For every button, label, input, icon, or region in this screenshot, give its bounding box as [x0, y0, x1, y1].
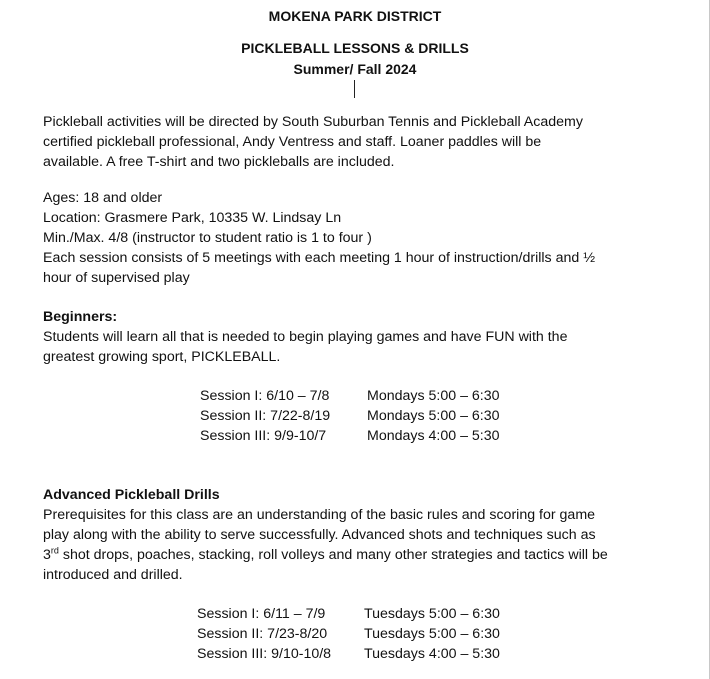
schedule-row	[197, 604, 500, 624]
session-time: Tuesdays 4:00 – 5:30	[364, 646, 500, 662]
session-time: Tuesdays 5:00 – 6:30	[364, 626, 500, 642]
session-time: Mondays 5:00 – 6:30	[367, 388, 500, 404]
advanced-line-rest: shot drops, poaches, stacking, roll volleys and many other strategies and tactics will be	[58, 547, 608, 563]
beginners-heading: Beginners:	[43, 309, 118, 325]
intro-line: certified pickleball professional, Andy Ventress and staff. Loaner paddles will be	[43, 134, 542, 150]
beginners-line: greatest growing sport, PICKLEBALL.	[43, 349, 281, 365]
ordinal-suffix: rd	[50, 545, 59, 556]
season-subtitle: Summer/ Fall 2024	[293, 61, 417, 77]
ages-line: Ages: 18 and older	[43, 190, 163, 206]
intro-paragraph	[43, 112, 683, 172]
intro-line: Pickleball activities will be directed by South Suburban Tennis and Pickleball Academy	[43, 114, 583, 130]
session-dates: Session I: 6/11 – 7/9	[197, 606, 326, 622]
intro-line: available. A free T-shirt and two pickleballs are included.	[43, 154, 395, 170]
advanced-schedule	[197, 604, 500, 664]
beginners-description	[43, 327, 683, 367]
beginners-schedule	[200, 386, 500, 446]
min-max-line: Min./Max. 4/8 (instructor to student ratio is 1 to four )	[43, 230, 372, 246]
advanced-heading: Advanced Pickleball Drills	[43, 487, 220, 503]
schedule-row	[197, 644, 500, 664]
advanced-line: Prerequisites for this class are an understanding of the basic rules and scoring for game	[43, 507, 596, 523]
schedule-row	[200, 426, 500, 446]
schedule-row	[200, 386, 500, 406]
schedule-row	[200, 406, 500, 426]
session-time: Mondays 4:00 – 5:30	[367, 428, 500, 444]
session-info-line: hour of supervised play	[43, 270, 190, 286]
session-dates: Session III: 9/10-10/8	[197, 646, 332, 662]
advanced-line: introduced and drilled.	[43, 567, 183, 583]
district-name: MOKENA PARK DISTRICT	[268, 8, 442, 24]
session-dates: Session II: 7/22-8/19	[200, 408, 331, 424]
ordinal-number: 3	[43, 547, 51, 563]
location-line: Location: Grasmere Park, 10335 W. Lindsay Ln	[43, 210, 342, 226]
session-dates: Session II: 7/23-8/20	[197, 626, 328, 642]
session-info-line: Each session consists of 5 meetings with each meeting 1 hour of instruction/drills and ½	[43, 250, 596, 266]
session-dates: Session III: 9/9-10/7	[200, 428, 327, 444]
advanced-line: play along with the ability to serve successfully. Advanced shots and techniques such as	[43, 527, 596, 543]
advanced-description	[43, 505, 683, 585]
beginners-line: Students will learn all that is needed to begin playing games and have FUN with the	[43, 329, 568, 345]
session-time: Tuesdays 5:00 – 6:30	[364, 606, 500, 622]
session-time: Mondays 5:00 – 6:30	[367, 408, 500, 424]
details-block	[43, 188, 683, 288]
advanced-line	[43, 545, 683, 565]
schedule-row	[197, 624, 500, 644]
text-cursor	[354, 80, 355, 98]
page-title: PICKLEBALL LESSONS & DRILLS	[241, 40, 469, 56]
session-dates: Session I: 6/10 – 7/8	[200, 388, 330, 404]
